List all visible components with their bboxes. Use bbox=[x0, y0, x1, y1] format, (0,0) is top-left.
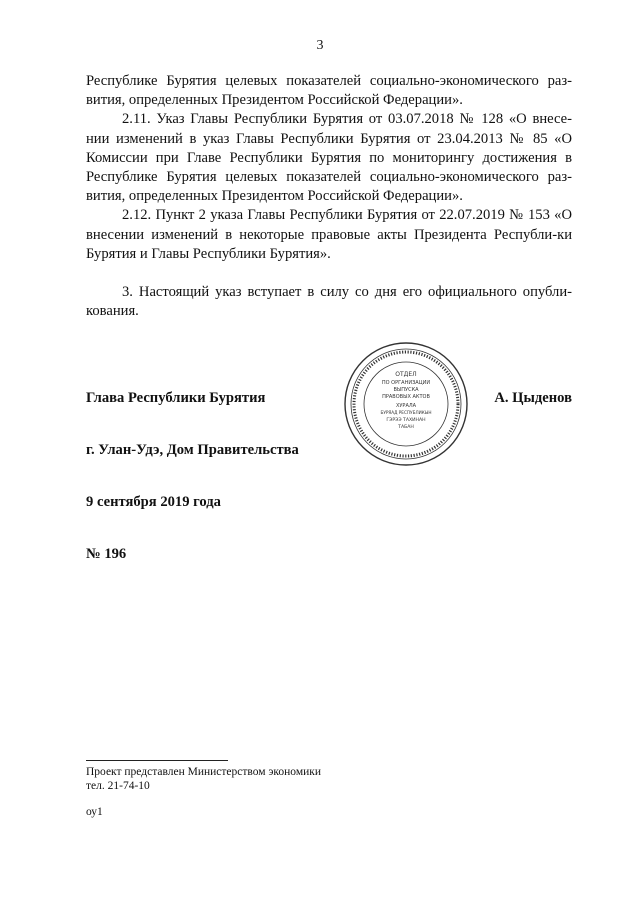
document-body bbox=[86, 72, 572, 321]
paragraph-continuation: Республике Бурятия целевых показателей социально-экономического раз-вития, определенных Президентом Российской Федерации». bbox=[86, 73, 572, 109]
page-number: 3 bbox=[316, 38, 324, 53]
svg-text:ТАБАН: ТАБАН bbox=[398, 425, 414, 430]
paragraph-2-12: 2.12. Пункт 2 указа Главы Республики Бурятия от 22.07.2019 № 153 «О внесении изменений в некоторые правовые акты Президента Республи-ки Бурятия и Главы Республики Бурятия». bbox=[86, 207, 572, 262]
footnote-line-2: тел. 21-74-10 bbox=[86, 780, 150, 792]
paragraph-2-11: 2.11. Указ Главы Республики Бурятия от 03.07.2018 № 128 «О внесе-нии изменений в указ Главы Республики Бурятия от 23.04.2013 № 85 «О Комиссии при Главе Республики Бурятия по мониторингу достижения в Республике Бурятия целевых показателей социально-экономического раз-вития, определенных Президентом Российской Федерации». bbox=[86, 111, 572, 205]
svg-text:БУРЯАД РЕСПУБЛИКЫН: БУРЯАД РЕСПУБЛИКЫН bbox=[380, 410, 432, 415]
svg-text:ПО ОРГАНИЗАЦИИ: ПО ОРГАНИЗАЦИИ bbox=[381, 380, 431, 386]
paragraph-3: 3. Настоящий указ вступает в силу со дня его официального опубли-кования. bbox=[86, 284, 572, 320]
official-seal bbox=[342, 340, 470, 468]
footnote-line-1: Проект представлен Министерством экономики bbox=[86, 766, 322, 778]
svg-text:ГЭРЭЭ ТАХИНАН: ГЭРЭЭ ТАХИНАН bbox=[386, 418, 426, 423]
signing-date: 9 сентября 2019 года bbox=[86, 494, 221, 510]
signatory-title: Глава Республики Бурятия bbox=[86, 390, 266, 406]
footnote-divider bbox=[86, 760, 228, 761]
document-code: оу1 bbox=[86, 806, 103, 818]
svg-text:ВЫПУСКА: ВЫПУСКА bbox=[393, 387, 419, 393]
svg-text:ПРАВОВЫХ АКТОВ: ПРАВОВЫХ АКТОВ bbox=[382, 394, 430, 400]
decree-number: № 196 bbox=[86, 546, 127, 562]
signing-place: г. Улан-Удэ, Дом Правительства bbox=[86, 442, 299, 458]
footnote bbox=[86, 765, 321, 793]
svg-text:ХУРАЛА: ХУРАЛА bbox=[395, 403, 417, 409]
signatory-name: А. Цыденов bbox=[494, 390, 572, 406]
svg-text:ОТДЕЛ: ОТДЕЛ bbox=[395, 371, 417, 378]
